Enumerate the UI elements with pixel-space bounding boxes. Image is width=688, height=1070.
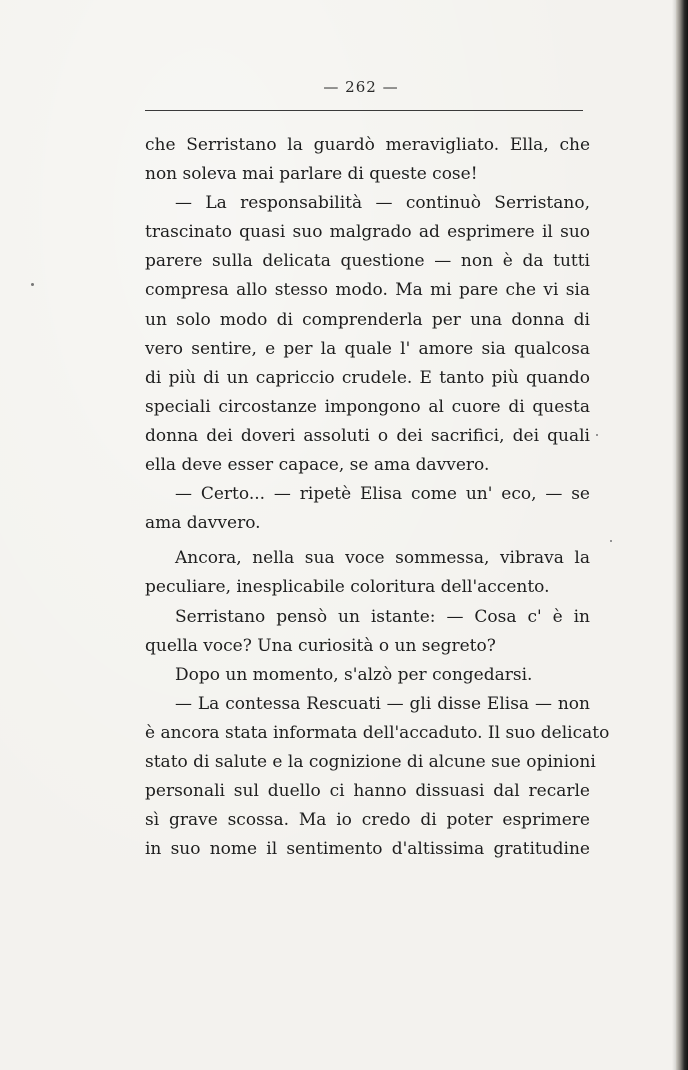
- text-line: vero sentire, e per la quale l' amore sia qualcosa: [145, 338, 590, 359]
- text-line: peculiare, inesplicabile coloritura dell'accento.: [145, 577, 550, 598]
- text-line: ella deve esser capace, se ama davvero.: [145, 455, 490, 476]
- text-line: stato di salute e la cognizione di alcune sue opinioni: [145, 751, 596, 772]
- text-line: — Certo... — ripetè Elisa come un' eco, — se: [175, 484, 590, 505]
- text-line: parere sulla delicata questione — non è da tutti: [145, 251, 590, 272]
- text-line: — La responsabilità — continuò Serristano,: [175, 193, 590, 214]
- body-text: [145, 131, 610, 864]
- text-line: trascinato quasi suo malgrado ad esprimere il suo: [145, 222, 590, 243]
- text-line: in suo nome il sentimento d'altissima gratitudine: [145, 839, 590, 860]
- text-line: di più di un capriccio crudele. E tanto più quando: [145, 367, 590, 388]
- text-line: che Serristano la guardò meravigliato. Ella, che: [145, 135, 590, 155]
- text-line: un solo modo di comprenderla per una donna di: [145, 309, 590, 330]
- text-line: sì grave scossa. Ma io credo di poter esprimere: [145, 810, 590, 831]
- text-line: speciali circostanze impongono al cuore di questa: [145, 396, 590, 417]
- text-line: compresa allo stesso modo. Ma mi pare che vi sia: [145, 280, 590, 301]
- text-line: non soleva mai parlare di queste cose!: [145, 164, 478, 185]
- text-line: ama davvero.: [145, 513, 261, 534]
- text-line: — La contessa Rescuati — gli disse Elisa — non: [175, 693, 590, 714]
- text-line: donna dei doveri assoluti o dei sacrifici, dei quali: [145, 425, 590, 446]
- paper-speck: [610, 540, 612, 542]
- page-number: — 262 —: [323, 78, 399, 96]
- text-line: Dopo un momento, s'alzò per congedarsi.: [175, 664, 533, 685]
- text-line: quella voce? Una curiosità o un segreto?: [145, 635, 496, 656]
- text-line: Serristano pensò un istante: — Cosa c' è in: [175, 606, 590, 627]
- paper-speck: [31, 283, 34, 286]
- header-rule: [145, 110, 583, 111]
- text-line: personali sul duello ci hanno dissuasi dal recarle: [145, 781, 590, 802]
- book-spine-edge: [676, 0, 688, 1070]
- paper-speck: [596, 434, 598, 436]
- text-line: Ancora, nella sua voce sommessa, vibrava la: [175, 548, 590, 569]
- text-line: è ancora stata informata dell'accaduto. Il suo delicato: [145, 722, 610, 743]
